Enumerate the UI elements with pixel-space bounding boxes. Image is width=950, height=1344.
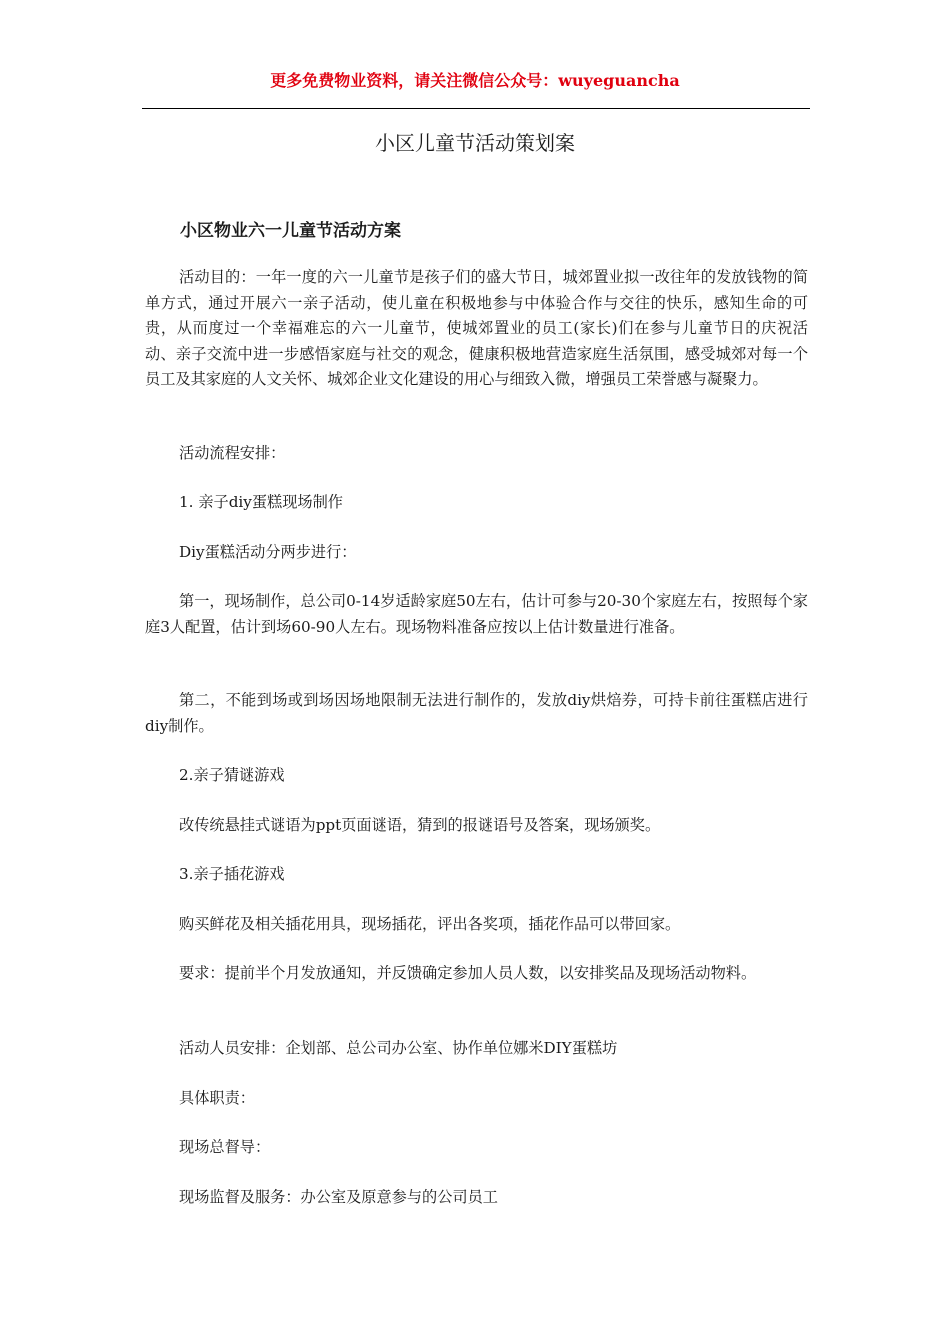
paragraph-requirements: 要求：提前半个月发放通知，并反馈确定参加人员人数，以安排奖品及现场活动物料。 [179, 964, 757, 982]
section-title: 小区物业六一儿童节活动方案 [180, 221, 401, 241]
paragraph-duties: 具体职责： [179, 1089, 255, 1107]
paragraph-step-1: 第一，现场制作，总公司0-14岁适龄家庭50左右，估计可参与20-30个家庭左右，按照每个家庭3人配置，估计到场60-90人左右。现场物料准备应按以上估计数量进行准备。 [145, 592, 808, 636]
paragraph-staff: 活动人员安排：企划部、总公司办公室、协作单位娜米DIY蛋糕坊 [179, 1039, 618, 1057]
document-title: 小区儿童节活动策划案 [375, 131, 575, 155]
paragraph-item-3: 3.亲子插花游戏 [179, 865, 285, 883]
header-divider [142, 108, 810, 109]
paragraph-service: 现场监督及服务：办公室及原意参与的公司员工 [179, 1188, 498, 1206]
paragraph-flowers: 购买鲜花及相关插花用具，现场插花，评出各奖项，插花作品可以带回家。 [179, 915, 681, 933]
paragraph-purpose: 活动目的：一年一度的六一儿童节是孩子们的盛大节日，城郊置业拟一改往年的发放钱物的简单方式，通过开展六一亲子活动，使儿童在积极地参与中体验合作与交往的快乐，感知生命的可贵，从而度过一个幸福难忘的六一儿童节，使城郊置业的员工(家长)们在参与儿童节日的庆祝活动、亲子交流中进一步感悟家庭与社交的观念，健康积极地营造家庭生活氛围，感受城郊对每一个员工及其家庭的人文关怀、城郊企业文化建设的用心与细致入微，增强员工荣誉感与凝聚力。 [145, 268, 808, 388]
paragraph-step-2: 第二，不能到场或到场因场地限制无法进行制作的，发放diy烘焙券，可持卡前往蛋糕店进行diy制作。 [145, 691, 808, 735]
header-banner: 更多免费物业资料，请关注微信公众号：wuyeguancha [270, 71, 680, 90]
paragraph-riddle: 改传统悬挂式谜语为ppt页面谜语，猜到的报谜语号及答案，现场颁奖。 [179, 816, 661, 834]
paragraph-item-2: 2.亲子猜谜游戏 [179, 766, 285, 784]
paragraph-diy-steps: Diy蛋糕活动分两步进行： [179, 543, 357, 561]
paragraph-process-heading: 活动流程安排： [179, 444, 286, 462]
paragraph-supervisor: 现场总督导： [179, 1138, 271, 1156]
paragraph-item-1: 1. 亲子diy蛋糕现场制作 [179, 493, 343, 511]
